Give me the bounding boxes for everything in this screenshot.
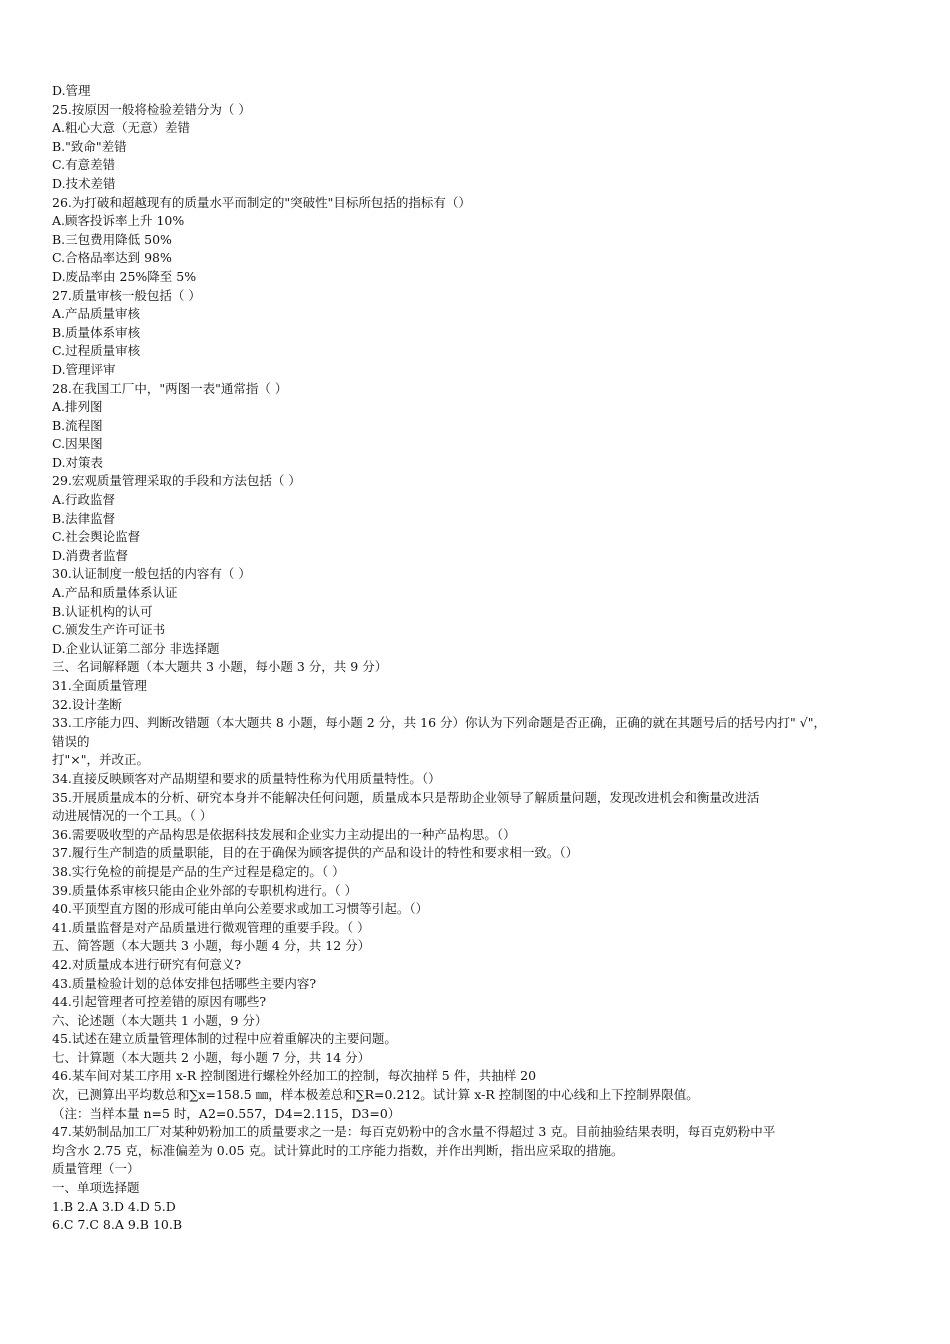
text-line: 动进展情况的一个工具。（ ）: [52, 808, 213, 824]
question-44: 44.引起管理者可控差错的原因有哪些?: [52, 994, 267, 1010]
question-43: 43.质量检验计划的总体安排包括哪些主要内容?: [52, 975, 317, 991]
question-38: 38.实行免检的前提是产品的生产过程是稳定的。（ ）: [52, 863, 345, 879]
option-line: D.消费者监督: [52, 547, 129, 563]
question-30: 30.认证制度一般包括的内容有（ ）: [52, 566, 251, 582]
option-line: C.社会舆论监督: [52, 529, 141, 545]
question-45: 45.试述在建立质量管理体制的过程中应着重解决的主要问题。: [52, 1031, 397, 1047]
option-line: B."致命"差错: [52, 138, 127, 154]
question-34: 34.直接反映顾客对产品期望和要求的质量特性称为代用质量特性。（）: [52, 770, 441, 786]
question-33: 33.工序能力四、判断改错题（本大题共 8 小题，每小题 2 分，共 16 分）你认为下列命题是否正确，正确的就在其题号后的括号内打" √"，: [52, 715, 826, 731]
option-line: A.产品质量审核: [52, 306, 141, 322]
question-46: 46.某车间对某工序用 x-R 控制图进行螺栓外经加工的控制，每次抽样 5 件，共抽样 20: [52, 1068, 537, 1084]
option-line: D.企业认证第二部分 非选择题: [52, 640, 220, 656]
option-line: D.管理评审: [52, 361, 116, 377]
question-29: 29.宏观质量管理采取的手段和方法包括（ ）: [52, 473, 301, 489]
text-line: 错误的: [52, 733, 90, 749]
option-line: A.粗心大意（无意）差错: [52, 120, 191, 136]
option-line: D.技术差错: [52, 175, 116, 191]
question-40: 40.平顶型直方图的形成可能由单向公差要求或加工习惯等引起。（）: [52, 901, 429, 917]
option-line: B.认证机构的认可: [52, 603, 153, 619]
question-31: 31.全面质量管理: [52, 678, 147, 693]
question-47: 47.某奶制品加工厂对某种奶粉加工的质量要求之一是：每百克奶粉中的含水量不得超过 3 克。目前抽验结果表明，每百克奶粉中平: [52, 1124, 776, 1140]
answer-line: 6.C 7.C 8.A 9.B 10.B: [52, 1217, 183, 1233]
option-line: C.因果图: [52, 436, 103, 452]
document-page: [52, 82, 912, 1235]
question-35: 35.开展质量成本的分析、研究本身并不能解决任何问题，质量成本只是帮助企业领导了解质量问题，发现改进机会和衡量改进活: [52, 789, 760, 805]
option-line: A.顾客投诉率上升 10%: [52, 213, 185, 229]
option-line: A.排列图: [52, 399, 103, 415]
question-25: 25.按原因一般将检验差错分为（ ）: [52, 101, 251, 117]
option-line: D.管理: [52, 83, 91, 98]
section-heading: 一、单项选择题: [52, 1180, 140, 1196]
option-line: A.行政监督: [52, 492, 116, 508]
answer-title: 质量管理（一）: [52, 1161, 140, 1177]
question-37: 37.履行生产制造的质量职能，目的在于确保为顾客提供的产品和设计的特性和要求相一致。（）: [52, 845, 579, 861]
text-line: 打"×"，并改正。: [52, 752, 149, 768]
question-39: 39.质量体系审核只能由企业外部的专职机构进行。（ ）: [52, 882, 358, 898]
text-line: 均含水 2.75 克，标准偏差为 0.05 克。试计算此时的工序能力指数，并作出判断，指出应采取的措施。: [52, 1142, 624, 1158]
question-42: 42.对质量成本进行研究有何意义?: [52, 956, 242, 972]
option-line: C.过程质量审核: [52, 343, 141, 359]
option-line: B.三包费用降低 50%: [52, 231, 172, 247]
option-line: B.流程图: [52, 417, 103, 433]
option-line: A.产品和质量体系认证: [52, 585, 178, 601]
option-line: B.质量体系审核: [52, 324, 141, 340]
question-27: 27.质量审核一般包括（ ）: [52, 287, 201, 303]
section-heading: 六、论述题（本大题共 1 小题，9 分）: [52, 1012, 268, 1028]
option-line: D.对策表: [52, 454, 104, 470]
text-line: （注：当样本量 n=5 时，A2=0.557，D4=2.115，D3=0）: [52, 1105, 401, 1121]
section-heading: 五、简答题（本大题共 3 小题，每小题 4 分，共 12 分）: [52, 938, 371, 954]
text-line: 次，已测算出平均数总和∑x=158.5 ㎜，样本极差总和∑R=0.212。试计算 x-R 控制图的中心线和上下控制界限值。: [52, 1087, 699, 1103]
answer-line: 1.B 2.A 3.D 4.D 5.D: [52, 1198, 176, 1214]
option-line: D.废品率由 25%降至 5%: [52, 268, 197, 284]
question-36: 36.需要吸收型的产品构思是依据科技发展和企业实力主动提出的一种产品构思。（）: [52, 826, 516, 842]
option-line: B.法律监督: [52, 510, 116, 526]
option-line: C.有意差错: [52, 157, 116, 173]
option-line: C.合格品率达到 98%: [52, 250, 172, 266]
question-41: 41.质量监督是对产品质量进行微观管理的重要手段。（ ）: [52, 919, 370, 935]
question-32: 32.设计垄断: [52, 696, 122, 712]
question-28: 28.在我国工厂中，"两图一表"通常指（ ）: [52, 380, 288, 396]
question-26: 26.为打破和超越现有的质量水平而制定的"突破性"目标所包括的指标有（）: [52, 194, 471, 210]
section-heading: 七、计算题（本大题共 2 小题，每小题 7 分，共 14 分）: [52, 1049, 371, 1065]
section-heading: 三、名词解释题（本大题共 3 小题，每小题 3 分，共 9 分）: [52, 659, 388, 675]
option-line: C.颁发生产许可证书: [52, 622, 166, 638]
